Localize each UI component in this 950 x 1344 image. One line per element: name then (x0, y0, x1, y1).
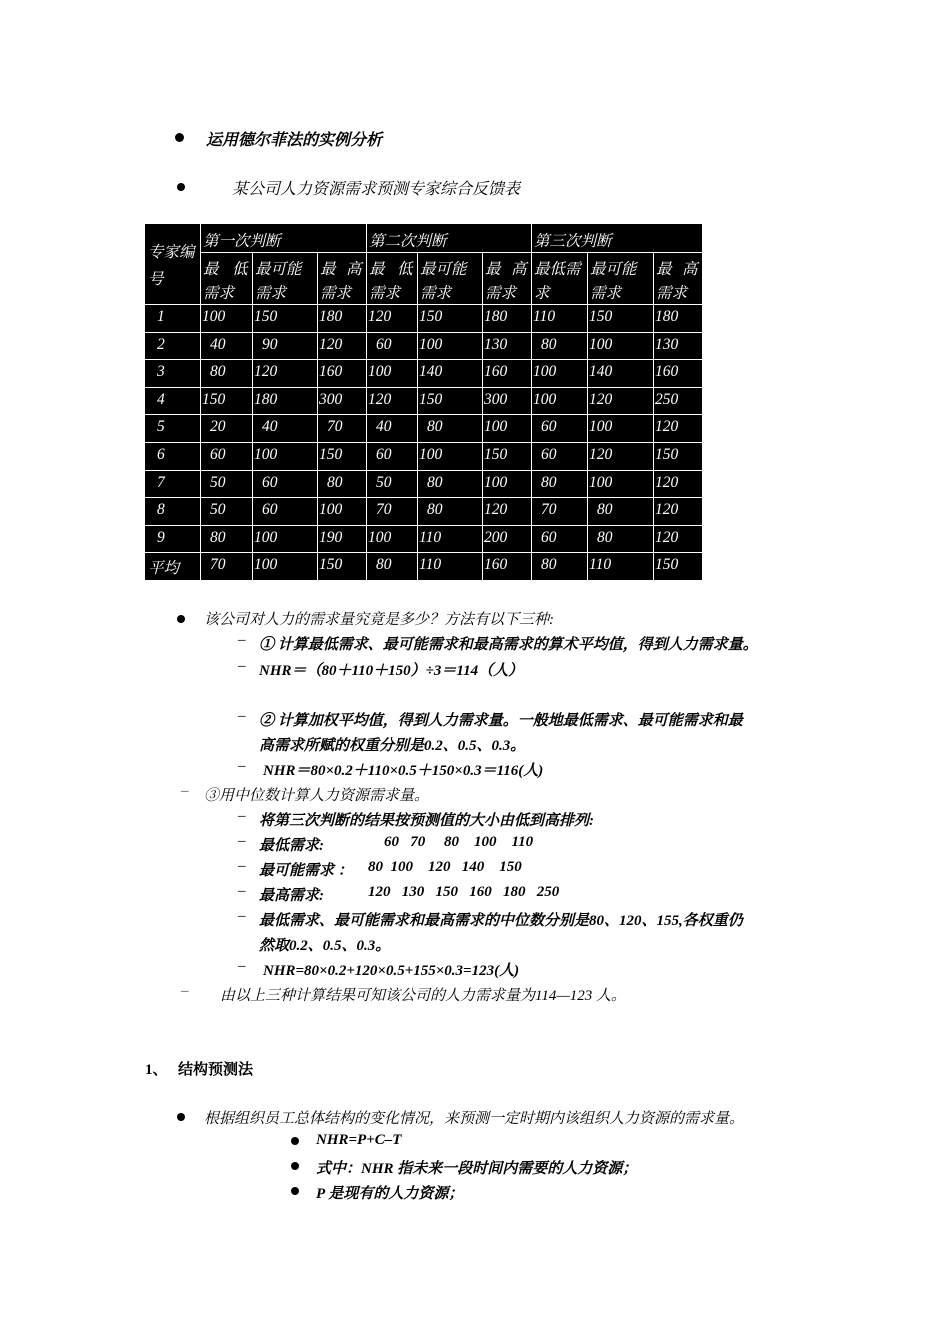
table-row-id: 1 (157, 308, 165, 325)
table-cell: 80 (427, 418, 443, 436)
grid-line (252, 252, 253, 580)
grid-line (145, 387, 702, 388)
sub-header: 高 (511, 261, 527, 278)
grid-line (653, 252, 654, 580)
table-cell: 130 (655, 335, 679, 353)
table-cell: 250 (655, 390, 679, 408)
method3-median-line2: 然取0.2、0.5、0.3。 (259, 938, 391, 954)
table-cell: 120 (589, 446, 613, 463)
table-cell: 140 (419, 363, 443, 381)
sub-header: 求 (534, 285, 550, 302)
bullet-icon (291, 1137, 299, 1145)
table-cell: 80 (210, 528, 226, 546)
grid-line (200, 224, 201, 580)
dash-icon: – (181, 783, 189, 799)
table-cell: 110 (589, 556, 612, 574)
table-cell: 50 (210, 473, 226, 491)
table-cell: 110 (533, 308, 556, 325)
dash-icon: – (238, 808, 246, 824)
bullet-icon (177, 615, 185, 623)
table-row-id: 5 (157, 418, 165, 436)
conclusion-text: 由以上三种计算结果可知该公司的人力需求量为114—123 人。 (220, 988, 626, 1004)
table-cell: 100 (254, 556, 278, 574)
table-cell: 50 (210, 501, 226, 519)
table-cell: 180 (254, 390, 278, 408)
table-cell: 200 (484, 528, 508, 546)
table-cell: 300 (484, 390, 508, 408)
table-cell: 60 (376, 446, 392, 463)
table-cell: 150 (202, 390, 226, 408)
table-cell: 60 (541, 528, 557, 546)
sub-header: 最 (203, 261, 219, 278)
round-header: 第二次判断 (369, 233, 447, 250)
table-cell: 40 (262, 418, 278, 436)
table-cell: 90 (262, 335, 278, 353)
dash-icon: – (238, 658, 246, 674)
dash-icon: – (181, 983, 189, 999)
heading: 运用德尔菲法的实例分析 (206, 132, 383, 149)
table-cell: 80 (541, 556, 557, 574)
table-cell: 100 (589, 418, 613, 436)
table-cell: 60 (262, 473, 278, 491)
grid-line (317, 252, 318, 580)
table-cell: 70 (541, 501, 557, 519)
grid-line (531, 224, 532, 580)
dash-icon: – (238, 833, 246, 849)
formula-main: NHR=P+C–T (316, 1132, 402, 1148)
method3-median-line1: 最低需求、最可能需求和最高需求的中位数分别是80、120、155,各权重仍 (259, 913, 743, 929)
method3-high-values: 120 130 150 160 180 250 (368, 884, 560, 900)
method3-likely-values: 80 100 120 140 150 (368, 859, 522, 875)
table-cell: 110 (419, 528, 442, 546)
method3-low-values: 60 70 80 100 110 (384, 834, 534, 850)
sub-header: 需求 (369, 285, 401, 302)
grid-line (145, 470, 702, 471)
table-cell: 100 (319, 501, 343, 519)
sub-header: 最 (320, 261, 336, 278)
method3-high-label: 最高需求: (259, 888, 324, 904)
table-cell: 180 (655, 308, 679, 325)
table-cell: 100 (589, 473, 613, 491)
table-cell: 100 (484, 418, 508, 436)
table-cell: 40 (210, 335, 226, 353)
bullet-icon (175, 133, 184, 142)
sub-header: 最 (485, 261, 501, 278)
table-cell: 80 (427, 501, 443, 519)
section-title: 结构预测法 (178, 1062, 254, 1078)
table-cell: 120 (655, 473, 679, 491)
table-cell: 20 (210, 418, 226, 436)
method2-formula: NHR＝80×0.2＋110×0.5＋150×0.3＝116(人) (263, 763, 544, 779)
method3-sort: 将第三次判断的结果按预测值的大小由低到高排列: (259, 813, 594, 829)
table-cell: 80 (427, 473, 443, 491)
table-cell: 70 (327, 418, 343, 436)
table-cell: 110 (419, 556, 442, 574)
table-cell: 190 (319, 528, 343, 546)
table-cell: 60 (541, 446, 557, 463)
sub-header: 最低需 (534, 261, 581, 278)
bullet-icon (177, 1113, 185, 1121)
table-cell: 180 (319, 308, 343, 325)
section-intro: 根据组织员工总体结构的变化情况，来预测一定时期内该组织人力资源的需求量。 (204, 1111, 745, 1127)
method2-title-line1: ② 计算加权平均值，得到人力需求量。一般地最低需求、最可能需求和最 (259, 713, 743, 729)
table-cell: 120 (484, 501, 508, 519)
sub-header: 高 (682, 261, 698, 278)
grid-line (145, 525, 702, 526)
table-cell: 80 (210, 363, 226, 381)
table-caption: 某公司人力资源需求预测专家综合反馈表 (232, 181, 521, 198)
sub-header: 最可能 (590, 261, 637, 278)
table-cell: 40 (376, 418, 392, 436)
table-cell: 80 (597, 528, 613, 546)
table-cell: 100 (589, 335, 613, 353)
table-row-id: 9 (157, 528, 165, 546)
table-cell: 100 (419, 335, 443, 353)
table-row-id: 3 (157, 363, 165, 381)
table-row-id: 4 (157, 390, 165, 408)
table-cell: 150 (319, 556, 343, 574)
dash-icon: – (238, 958, 246, 974)
grid-line (145, 442, 702, 443)
table-cell: 80 (597, 501, 613, 519)
grid-line (145, 359, 702, 360)
table-cell: 100 (368, 363, 392, 381)
table-cell: 160 (484, 556, 508, 574)
expert-header: 号 (148, 271, 164, 288)
table-cell: 150 (589, 308, 613, 325)
table-row-id: 平均 (148, 560, 180, 578)
bullet-icon (291, 1162, 299, 1170)
grid-line (587, 252, 588, 580)
question-text: 该公司对人力的需求量究竟是多少？方法有以下三种: (204, 612, 554, 628)
table-row-id: 8 (157, 501, 165, 519)
dash-icon: – (238, 883, 246, 899)
table-cell: 100 (254, 528, 278, 546)
method3-formula: NHR=80×0.2+120×0.5+155×0.3=123(人) (263, 963, 520, 979)
table-cell: 160 (319, 363, 343, 381)
table-cell: 80 (327, 473, 343, 491)
bullet-icon (291, 1187, 299, 1195)
table-cell: 160 (484, 363, 508, 381)
sub-header: 高 (346, 261, 362, 278)
dash-icon: – (238, 708, 246, 724)
sub-header: 需求 (320, 285, 352, 302)
sub-header: 需求 (203, 285, 235, 302)
table-cell: 300 (319, 390, 343, 408)
table-cell: 120 (368, 308, 392, 325)
table-cell: 100 (368, 528, 392, 546)
expert-header: 专家编 (148, 244, 195, 261)
dash-icon: – (238, 632, 246, 648)
grid-line (145, 414, 702, 415)
grid-line (145, 332, 702, 333)
table-cell: 100 (484, 473, 508, 491)
table-cell: 100 (533, 390, 557, 408)
table-cell: 120 (655, 528, 679, 546)
table-cell: 150 (655, 446, 679, 463)
table-cell: 100 (419, 446, 443, 463)
dash-icon: – (238, 908, 246, 924)
table-cell: 70 (210, 556, 226, 574)
formula-p-def: P 是现有的人力资源； (316, 1186, 464, 1202)
method1-formula: NHR＝（80＋110＋150）÷3＝114（人） (259, 663, 524, 679)
grid-line (417, 252, 418, 580)
table-cell: 130 (484, 335, 508, 353)
table-cell: 120 (655, 418, 679, 436)
grid-line (366, 224, 367, 580)
formula-nhr-def: 式中：NHR 指未来一段时间内需要的人力资源； (316, 1161, 638, 1177)
method1-title: ① 计算最低需求、最可能需求和最高需求的算术平均值，得到人力需求量。 (259, 637, 758, 653)
grid-line (482, 252, 483, 580)
table-cell: 140 (589, 363, 613, 381)
grid-line (145, 304, 702, 305)
round-header: 第三次判断 (534, 233, 612, 250)
table-cell: 120 (254, 363, 278, 381)
table-cell: 100 (533, 363, 557, 381)
dash-icon: – (238, 758, 246, 774)
method3-low-label: 最低需求: (259, 838, 324, 854)
sub-header: 需求 (255, 285, 287, 302)
table-cell: 80 (376, 556, 392, 574)
grid-line (200, 252, 702, 253)
round-header: 第一次判断 (203, 233, 281, 250)
table-cell: 120 (319, 335, 343, 353)
table-cell: 80 (541, 473, 557, 491)
table-cell: 60 (541, 418, 557, 436)
table-cell: 150 (319, 446, 343, 463)
table-cell: 60 (210, 446, 226, 463)
table-row-id: 6 (157, 446, 165, 463)
sub-header: 最 (369, 261, 385, 278)
sub-header: 需求 (656, 285, 688, 302)
table-row-id: 7 (157, 473, 165, 491)
sub-header: 需求 (590, 285, 622, 302)
table-cell: 50 (376, 473, 392, 491)
grid-line (145, 497, 702, 498)
table-cell: 160 (655, 363, 679, 381)
table-cell: 100 (202, 308, 226, 325)
feedback-table (145, 224, 702, 580)
table-cell: 60 (376, 335, 392, 353)
method3-likely-label: 最可能需求 ： (259, 863, 353, 879)
table-cell: 150 (484, 446, 508, 463)
table-cell: 120 (368, 390, 392, 408)
dash-icon: – (238, 858, 246, 874)
sub-header: 需求 (485, 285, 517, 302)
sub-header: 最 (656, 261, 672, 278)
sub-header: 最可能 (420, 261, 467, 278)
table-cell: 70 (376, 501, 392, 519)
grid-line (145, 552, 702, 553)
table-cell: 180 (484, 308, 508, 325)
sub-header: 需求 (420, 285, 452, 302)
method3-title: ③用中位数计算人力资源需求量。 (204, 788, 430, 804)
table-cell: 120 (655, 501, 679, 519)
table-cell: 150 (419, 308, 443, 325)
bullet-icon (177, 183, 185, 191)
sub-header: 最可能 (255, 261, 302, 278)
table-cell: 150 (419, 390, 443, 408)
table-cell: 150 (655, 556, 679, 574)
table-cell: 100 (254, 446, 278, 463)
table-cell: 120 (589, 390, 613, 408)
table-cell: 150 (254, 308, 278, 325)
method2-title-line2: 高需求所赋的权重分别是0.2、0.5、0.3。 (259, 738, 526, 754)
table-cell: 80 (541, 335, 557, 353)
sub-header: 低 (397, 261, 413, 278)
table-row-id: 2 (157, 335, 165, 353)
table-cell: 60 (262, 501, 278, 519)
section-number: 1、 (145, 1062, 168, 1078)
sub-header: 低 (232, 261, 248, 278)
